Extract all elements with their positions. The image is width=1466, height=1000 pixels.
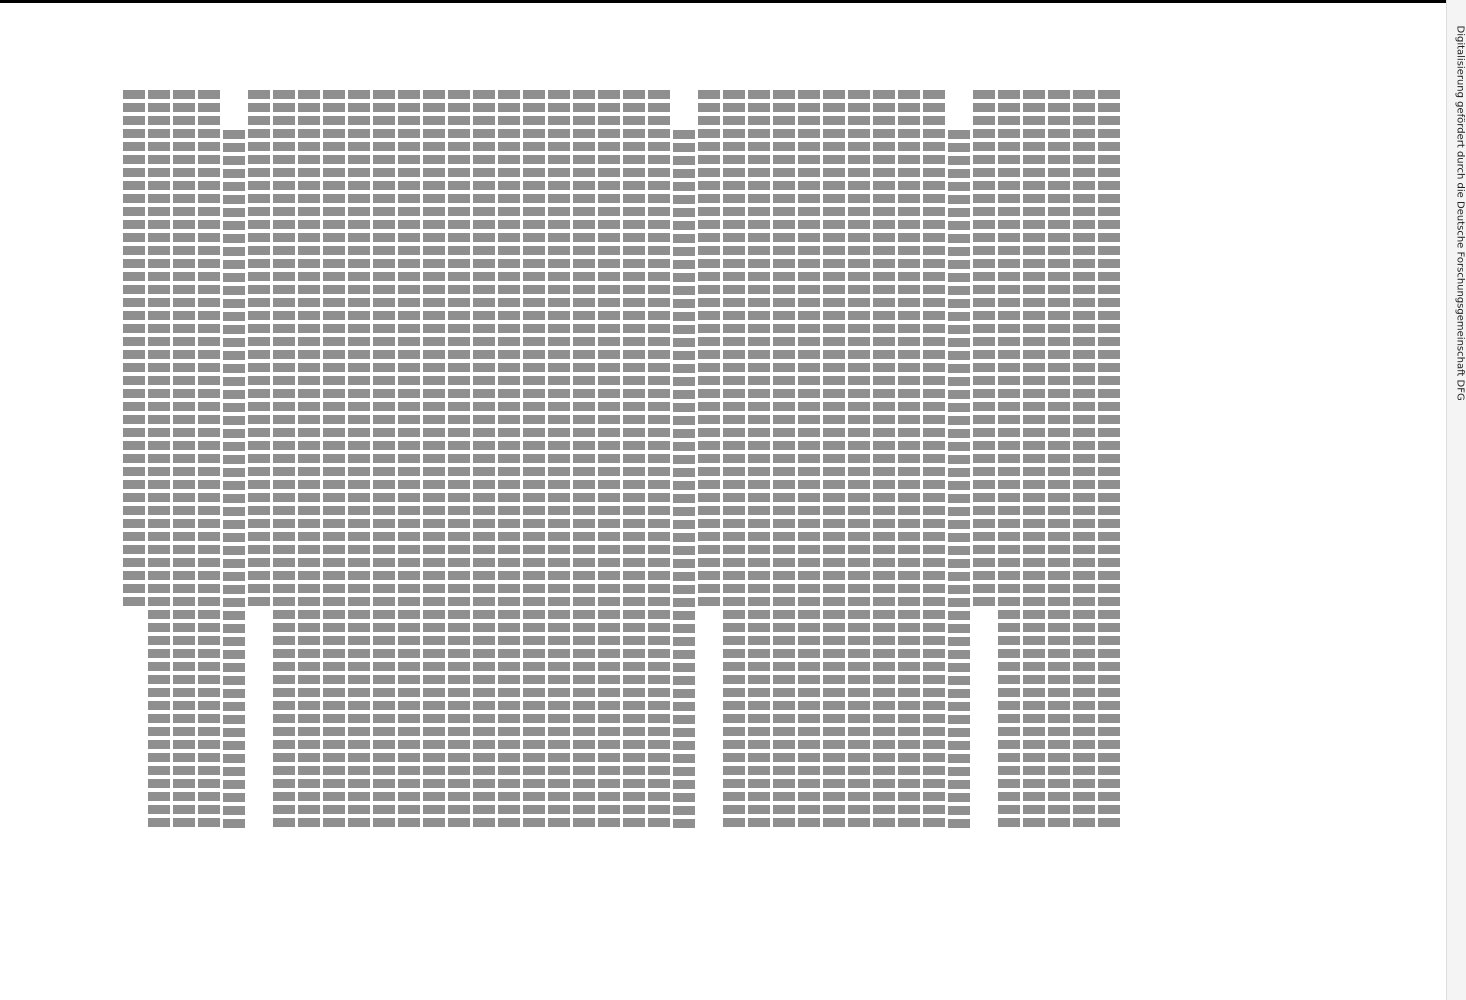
- text-line: [223, 130, 245, 830]
- text-line: [648, 90, 670, 830]
- digitization-credit: [1450, 10, 1466, 990]
- text-line: [873, 90, 895, 830]
- credit-text: Digitalisierung gefördert durch die Deutsche Forschungsgemeinschaft DFG: [1454, 25, 1466, 401]
- body-text-block: [0, 90, 1120, 830]
- text-line: [923, 90, 945, 830]
- text-line: [673, 130, 695, 830]
- text-line: [298, 90, 320, 830]
- text-line: [573, 90, 595, 830]
- text-line: [623, 90, 645, 830]
- text-line: [798, 90, 820, 830]
- text-line: [448, 90, 470, 830]
- text-line: [598, 90, 620, 830]
- text-line: [723, 90, 745, 830]
- text-line: [498, 90, 520, 830]
- text-line: [423, 90, 445, 830]
- text-line: [898, 90, 920, 830]
- text-line: [323, 90, 345, 830]
- text-line: [273, 90, 295, 830]
- text-line: [1048, 90, 1070, 830]
- text-line: [548, 90, 570, 830]
- text-line: [1098, 90, 1120, 830]
- text-line: [348, 90, 370, 830]
- text-line: [748, 90, 770, 830]
- text-line: [1023, 90, 1045, 830]
- text-line: [148, 90, 170, 830]
- text-line: [248, 90, 270, 608]
- text-line: [398, 90, 420, 830]
- text-line: [698, 90, 720, 608]
- text-line: [198, 90, 220, 830]
- text-line: [998, 90, 1020, 830]
- text-line: [948, 130, 970, 830]
- text-line: [773, 90, 795, 830]
- text-line: [473, 90, 495, 830]
- text-line: [123, 90, 145, 608]
- text-line: [1073, 90, 1095, 830]
- text-line: [373, 90, 395, 830]
- text-line: [173, 90, 195, 830]
- text-line: [848, 90, 870, 830]
- text-line: [823, 90, 845, 830]
- text-line: [523, 90, 545, 830]
- text-line: [973, 90, 995, 608]
